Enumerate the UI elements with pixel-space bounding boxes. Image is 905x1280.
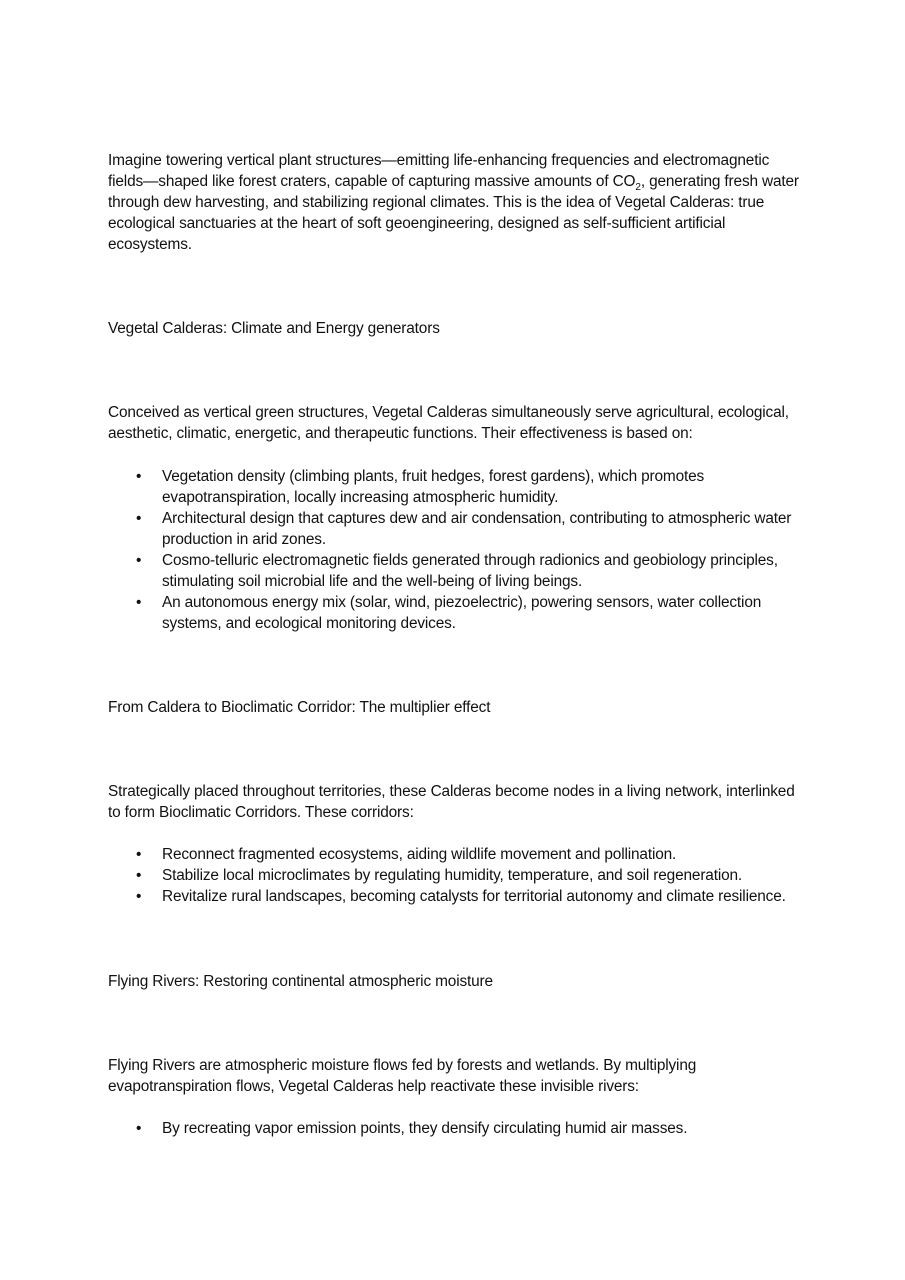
list-item-text: Stabilize local microclimates by regulating humidity, temperature, and soil regeneration.	[162, 867, 743, 884]
list-item-text: An autonomous energy mix (solar, wind, piezoelectric), powering sensors, water collection systems, and ecological monitoring devices.	[162, 594, 762, 632]
section2-paragraph	[108, 781, 808, 823]
list-item-text: Architectural design that captures dew and air condensation, contributing to atmospheric water production in arid zones.	[162, 510, 792, 548]
bullet-icon: •	[136, 510, 142, 527]
list-item-text: Vegetation density (climbing plants, fruit hedges, forest gardens), which promotes evapotranspiration, locally increasing atmospheric humidity.	[162, 468, 705, 506]
bullet-icon: •	[136, 594, 142, 611]
bullet-icon: •	[136, 867, 142, 884]
bullet-icon: •	[136, 552, 142, 569]
intro-text-part1: Imagine towering vertical plant structures—emitting life-enhancing frequencies and electromagnetic fields—shaped like forest craters, capable of capturing massive amounts of CO	[108, 152, 770, 190]
list-item	[108, 592, 808, 634]
section2-paragraph-text: Strategically placed throughout territories, these Calderas become nodes in a living network, interlinked to form Bioclimatic Corridors. These corridors:	[108, 783, 795, 821]
bullet-icon: •	[136, 1120, 142, 1137]
section3-paragraph-text: Flying Rivers are atmospheric moisture flows fed by forests and wetlands. By multiplying evapotranspiration flows, Vegetal Calderas help reactivate these invisible rivers:	[108, 1057, 697, 1095]
section1-paragraph	[108, 402, 808, 444]
list-item-text: Reconnect fragmented ecosystems, aiding wildlife movement and pollination.	[162, 846, 677, 863]
intro-paragraph	[108, 150, 808, 255]
intro-text-part2: , generating fresh water through dew harvesting, and stabilizing regional climates. This is the idea of Vegetal Calderas: true ecological sanctuaries at the heart of soft geoengineering, designed as self-sufficient artificial ecosystems.	[108, 173, 799, 253]
list-item	[108, 508, 808, 550]
list-item	[108, 844, 808, 865]
section1-heading: Vegetal Calderas: Climate and Energy generators	[108, 320, 440, 337]
list-item-text: Revitalize rural landscapes, becoming catalysts for territorial autonomy and climate resilience.	[162, 888, 786, 905]
intro-subscript: 2	[635, 182, 641, 194]
list-item	[108, 1118, 808, 1139]
section1-bullet-list	[108, 466, 808, 634]
section3-paragraph	[108, 1055, 808, 1097]
list-item	[108, 550, 808, 592]
list-item	[108, 886, 808, 907]
bullet-icon: •	[136, 888, 142, 905]
section3-heading: Flying Rivers: Restoring continental atmospheric moisture	[108, 973, 493, 990]
list-item-text: By recreating vapor emission points, they densify circulating humid air masses.	[162, 1120, 688, 1137]
section2-heading: From Caldera to Bioclimatic Corridor: The multiplier effect	[108, 699, 491, 716]
section3-bullet-list	[108, 1118, 808, 1139]
bullet-icon: •	[136, 468, 142, 485]
bullet-icon: •	[136, 846, 142, 863]
section1-paragraph-text: Conceived as vertical green structures, Vegetal Calderas simultaneously serve agricultural, ecological, aesthetic, climatic, energetic, and therapeutic functions. Their effectiveness is based on:	[108, 404, 789, 442]
list-item-text: Cosmo-telluric electromagnetic fields generated through radionics and geobiology principles, stimulating soil microbial life and the well-being of living beings.	[162, 552, 778, 590]
list-item	[108, 466, 808, 508]
list-item	[108, 865, 808, 886]
section2-bullet-list	[108, 844, 808, 907]
